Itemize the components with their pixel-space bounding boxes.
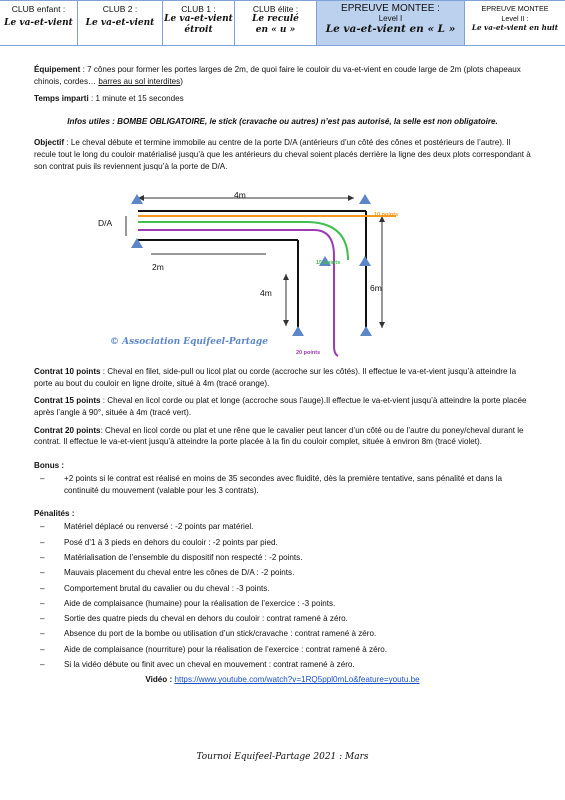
list-item: – Aide de complaisance (humaine) pour la réalisation de l’exercice : -3 points. <box>34 598 531 609</box>
header-cell-club-enfant <box>0 1 78 45</box>
label-2m: 2m <box>152 262 164 273</box>
header-title: EPREUVE MONTEE : <box>341 3 440 14</box>
equipement-underline: barres au sol interdites <box>98 76 181 86</box>
label-da: D/A <box>98 218 113 229</box>
contrat10-label: Contrat 10 points <box>34 367 101 377</box>
list-item: – Aide de complaisance (nourriture) pour la réalisation de l’exercice : contrat ramené à zéro. <box>34 644 531 655</box>
list-item: – +2 points si le contrat est réalisé en moins de 35 secondes avec fluidité, dès la première tentative, sans pénalité et dans la continuité du mouvement (valable pour les 3 contrats). <box>34 473 531 495</box>
label-4m-side: 4m <box>260 288 272 299</box>
header-cell-epreuve-montee-level-1 <box>317 1 465 45</box>
header-subtitle-2: étroit <box>184 25 213 35</box>
cone <box>360 326 372 336</box>
list-item: – Si la vidéo débute ou finit avec un cheval en mouvement : contrat ramené à zéro. <box>34 659 531 670</box>
header-level: Level I <box>378 14 403 23</box>
header-subtitle-2: en « u » <box>255 25 296 35</box>
document-body <box>34 64 531 686</box>
header-cell-club-elite <box>235 1 317 45</box>
equipement-text: : 7 cônes pour former les portes larges de 2m, de quoi faire le couloir du va-et-vient en coude large de 2m (plots chapeaux chinois, cordes… <box>34 65 521 86</box>
list-item: – Posé d’1 à 3 pieds en dehors du couloir : -2 points par pied. <box>34 537 531 548</box>
label-20-points: 20 points <box>296 350 321 357</box>
equipement-label: Équipement <box>34 65 81 74</box>
bonus-list <box>34 473 531 495</box>
equipement-end: ) <box>180 76 183 86</box>
header-subtitle: Le va-et-vient <box>164 14 233 24</box>
arrow-head <box>379 322 385 328</box>
header-title: CLUB enfant : <box>11 4 66 14</box>
header-title: CLUB 2 : <box>102 4 138 14</box>
objectif-label: Objectif <box>34 138 65 148</box>
diagram-area <box>34 178 531 366</box>
header-cell-epreuve-montee-level-2 <box>465 1 565 45</box>
penalites-list <box>34 521 531 670</box>
list-item: – Absence du port de la bombe ou utilisation d’un stick/cravache : contrat ramené à zéro. <box>34 628 531 639</box>
header-cell-club-1 <box>163 1 235 45</box>
contrat20-label: Contrat 20 points <box>34 425 101 435</box>
list-item: – Sortie des quatre pieds du cheval en dehors du couloir : contrat ramené à zéro. <box>34 613 531 624</box>
footer-text: Tournoi Equifeel-Partage 2021 : Mars <box>196 752 369 762</box>
temps-label: Temps imparti <box>34 94 89 104</box>
cone <box>359 256 371 266</box>
contrat20-paragraph <box>34 425 531 448</box>
watermark: © Association Equifeel-Partage <box>110 337 268 348</box>
arrow-head <box>283 274 289 280</box>
objectif-paragraph <box>34 137 531 172</box>
contrat15-paragraph <box>34 395 531 418</box>
equipement-paragraph <box>34 64 531 87</box>
header-subtitle: Le va-et-vient <box>85 18 155 28</box>
contrat15-text: : Cheval en licol corde ou plat et longe (accroche sous l’auge).Il effectue le va-et-vient jusqu’à atteindre la porte placée après l’angle à 90°, située à 4m (tracé vert). <box>34 396 527 417</box>
contrat10-text: : Cheval en filet, side-pull ou licol plat ou corde (accroche sur les côtés). Il effectue le va-et-vient jusqu’à atteindre la porte au bout du couloir en ligne droite, situé à 4m (tracé orange). <box>34 367 517 388</box>
header-subtitle: Le reculé <box>252 14 299 24</box>
list-item: – Mauvais placement du cheval entre les cônes de D/A : -2 points. <box>34 567 531 578</box>
header-level: Level II : <box>501 13 529 23</box>
list-item: – Comportement brutal du cavalier ou du cheval : -3 points. <box>34 583 531 594</box>
header-subtitle: Le va-et-vient <box>4 18 73 28</box>
label-10-points: 10 points <box>374 212 399 219</box>
penalites-label: Pénalités : <box>34 508 75 518</box>
bonus-label: Bonus : <box>34 460 65 470</box>
label-15-points: 15 points <box>316 260 341 267</box>
header-subtitle: Le va-et-vient en « L » <box>325 23 456 35</box>
header-cell-club-2 <box>78 1 163 45</box>
header-table <box>0 0 565 46</box>
header-title: CLUB élite : <box>252 4 299 14</box>
arrow-head <box>283 320 289 326</box>
label-6m: 6m <box>370 283 382 294</box>
cone <box>292 326 304 336</box>
arrow-head <box>348 195 354 201</box>
video-link[interactable]: https://www.youtube.com/watch?v=1RQ5ppl0mLo&feature=youtu.be <box>174 675 420 685</box>
header-title: EPREUVE MONTEE <box>481 4 549 13</box>
objectif-text: : Le cheval débute et termine immobile au centre de la porte D/A (antérieurs d’un côté des cônes et postérieurs de l’autre). Il recule tout le long du couloir matérialisé jusqu’à que les antérieurs du cheval soient placés derrière la ligne des deux plots correspondant à son contrat puis ils reviennent jusqu’à la porte de D/A. <box>34 138 531 171</box>
video-line: Vidéo : https://www.youtube.com/watch?v=1RQ5ppl0mLo&feature=youtu.be <box>145 675 420 685</box>
video-label: Vidéo <box>145 675 168 685</box>
label-4m-top: 4m <box>234 190 246 201</box>
header-title: CLUB 1 : <box>181 4 216 14</box>
contrat20-text: : Cheval en licol corde ou plat et une rêne que le cavalier peut lancer d’un côté ou de l’autre du poney/cheval durant le contrat. Il effectue le va-et-vient jusqu’à atteindre la porte placée à la fin du couloir complet, située à environ 8m (tracé violet). <box>34 425 524 447</box>
penalites-heading <box>34 508 531 520</box>
infos-utiles: Infos utiles : BOMBE OBLIGATOIRE, le stick (cravache ou autres) n’est pas autorisé, la selle est non obligatoire. <box>67 116 498 126</box>
list-item: – Matérialisation de l’ensemble du dispositif non respecté : -2 points. <box>34 552 531 563</box>
bonus-heading <box>34 460 531 472</box>
header-subtitle: Le va-et-vient en huit <box>471 23 559 32</box>
cone <box>359 194 371 204</box>
list-item: – Matériel déplacé ou renversé : -2 points par matériel. <box>34 521 531 532</box>
temps-paragraph <box>34 93 531 105</box>
temps-text: : 1 minute et 15 secondes <box>88 94 184 104</box>
contrat10-paragraph <box>34 366 531 389</box>
contrat15-label: Contrat 15 points <box>34 396 101 406</box>
